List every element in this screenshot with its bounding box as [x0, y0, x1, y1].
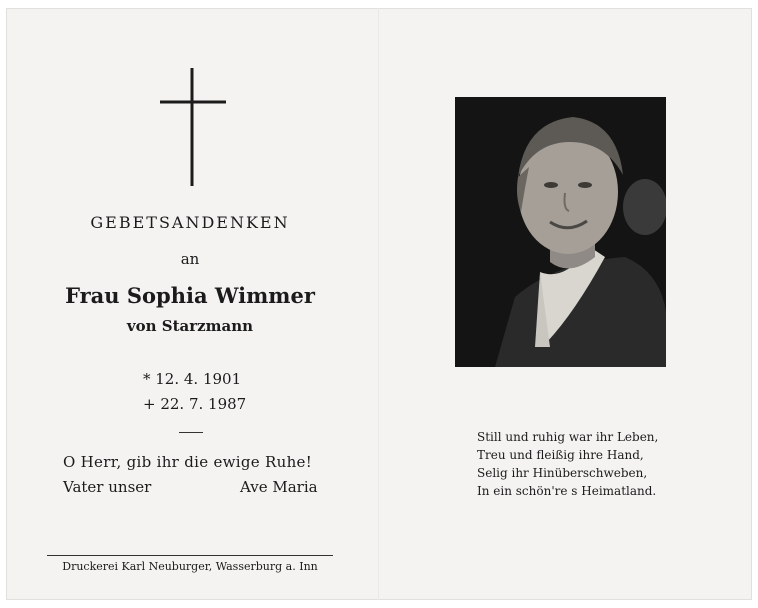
- poem-line: Selig ihr Hinüberschweben,: [477, 466, 648, 480]
- prayer-vater-unser: Vater unser: [63, 478, 152, 496]
- dedication-word: an: [180, 250, 200, 268]
- memorial-poem: [477, 428, 658, 500]
- poem-line: In ein schön're s Heimatland.: [477, 484, 657, 498]
- portrait-illustration: [455, 97, 666, 367]
- portrait-photo: [455, 97, 666, 367]
- poem-line: Treu und fleißig ihre Hand,: [477, 448, 644, 462]
- poem-line: Still und ruhig war ihr Leben,: [477, 430, 659, 444]
- death-date: + 22. 7. 1987: [143, 395, 247, 413]
- birth-date: * 12. 4. 1901: [143, 370, 242, 388]
- prayer-ave-maria: Ave Maria: [240, 478, 318, 496]
- prayer-line: O Herr, gib ihr die ewige Ruhe!: [63, 453, 313, 471]
- footer-rule: [47, 555, 333, 556]
- separator-rule: [179, 432, 203, 433]
- deceased-name: Frau Sophia Wimmer: [65, 283, 315, 308]
- birth-name: von Starzmann: [126, 317, 254, 335]
- card-heading: GEBETSANDENKEN: [90, 213, 290, 232]
- printer-credit: Druckerei Karl Neuburger, Wasserburg a. Inn: [62, 560, 318, 573]
- cross-icon: [158, 66, 228, 188]
- card-fold-line: [378, 8, 379, 600]
